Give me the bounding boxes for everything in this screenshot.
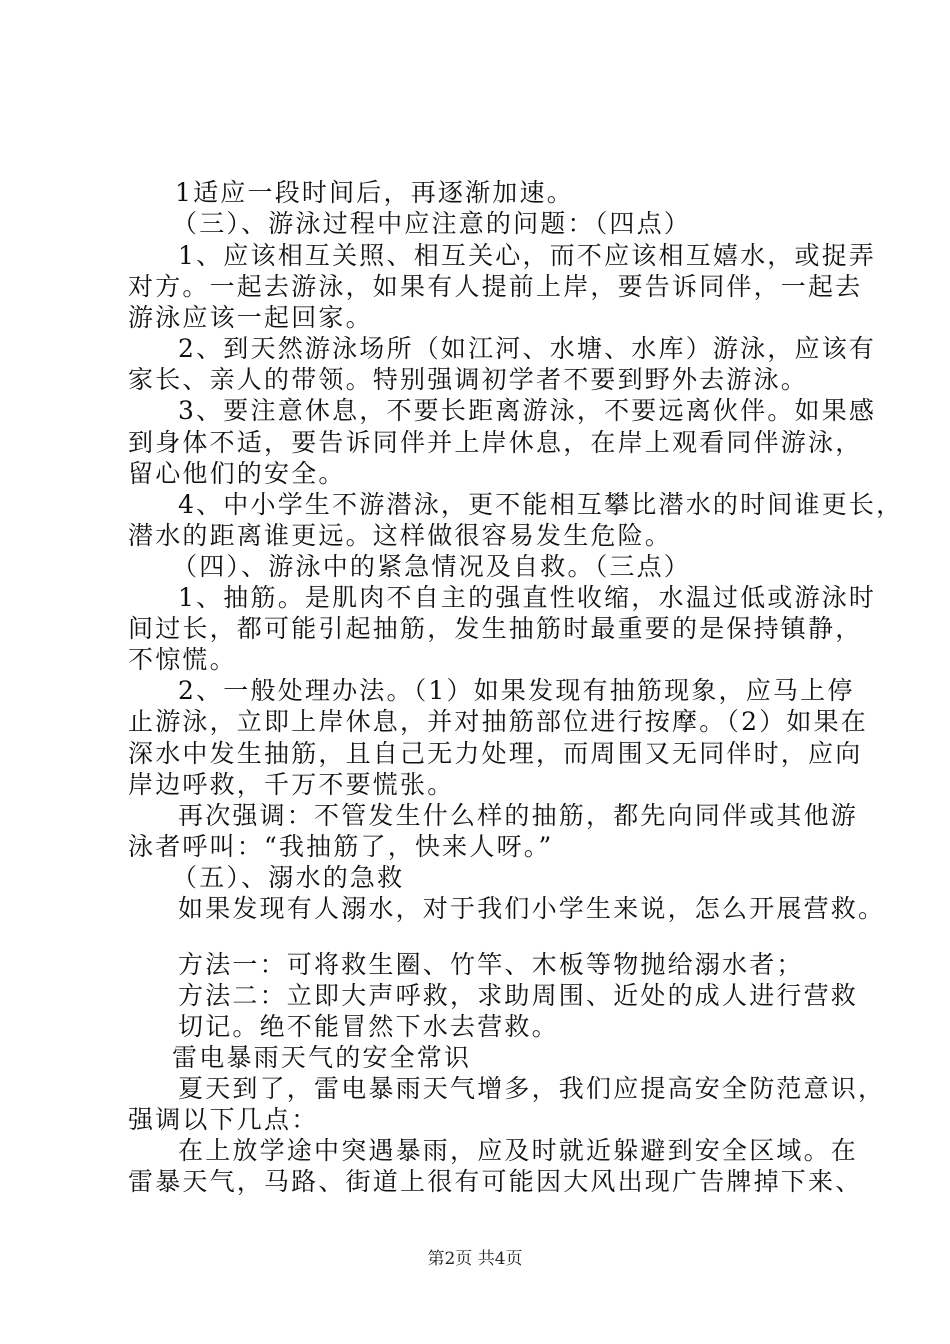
text-line: 1、应该相互关照、相互关心，而不应该相互嬉水，或捉弄 [178,241,877,270]
text-line: 1适应一段时间后，再逐渐加速。 [175,178,574,207]
text-line: 夏天到了，雷电暴雨天气增多，我们应提高安全防范意识， [178,1074,886,1103]
text-line: 到身体不适，要告诉同伴并上岸休息，在岸上观看同伴游泳， [128,428,863,457]
text-line: 1、抽筋。是肌肉不自主的强直性收缩，水温过低或游泳时 [178,583,877,612]
text-line: 3、要注意休息，不要长距离游泳，不要远离伙伴。如果感 [178,396,877,425]
text-line: 4、中小学生不游潜泳，更不能相互攀比潜水的时间谁更长， [178,490,904,519]
text-line: 如果发现有人溺水，对于我们小学生来说，怎么开展营救。 [178,894,886,923]
text-line: 潜水的距离谁更远。这样做很容易发生危险。 [128,521,673,550]
text-line: 游泳应该一起回家。 [128,303,373,332]
text-line: 不惊慌。 [128,645,237,674]
text-line: 家长、亲人的带领。特别强调初学者不要到野外去游泳。 [128,365,809,394]
text-line: 2、到天然游泳场所（如江河、水塘、水库）游泳，应该有 [178,334,877,363]
text-line: 间过长，都可能引起抽筋，发生抽筋时最重要的是保持镇静， [128,614,863,643]
page-number-footer: 第2页 共4页 [427,1249,523,1269]
text-line: 强调以下几点： [128,1105,319,1134]
text-line: 切记。绝不能冒然下水去营救。 [178,1012,559,1041]
section-heading: 雷电暴雨天气的安全常识 [172,1043,472,1072]
text-line: 方法一：可将救生圈、竹竿、木板等物抛给溺水者； [178,950,804,979]
section-heading: （四）、游泳中的紧急情况及自救。（三点） [172,552,692,581]
text-line: 泳者呼叫：“我抽筋了，快来人呀。” [128,832,554,861]
text-line: 方法二：立即大声呼救，求助周围、近处的成人进行营救 [178,981,859,1010]
section-heading: （五）、溺水的急救 [172,863,405,892]
text-line: 雷暴天气，马路、街道上很有可能因大风出现广告牌掉下来、 [128,1167,863,1196]
text-line: 留心他们的安全。 [128,459,346,488]
text-line: 深水中发生抽筋，且自己无力处理，而周围又无同伴时，应向 [128,739,863,768]
text-line: 在上放学途中突遇暴雨，应及时就近躲避到安全区域。在 [178,1136,859,1165]
section-heading: （三）、游泳过程中应注意的问题：（四点） [172,209,692,238]
text-line: 再次强调：不管发生什么样的抽筋，都先向同伴或其他游 [178,801,859,830]
text-line: 2、一般处理办法。（1）如果发现有抽筋现象，应马上停 [178,676,855,705]
text-line: 对方。一起去游泳，如果有人提前上岸，要告诉同伴，一起去 [128,272,863,301]
text-line: 止游泳，立即上岸休息，并对抽筋部位进行按摩。（2）如果在 [128,707,869,736]
text-line: 岸边呼救，千万不要慌张。 [128,770,455,799]
